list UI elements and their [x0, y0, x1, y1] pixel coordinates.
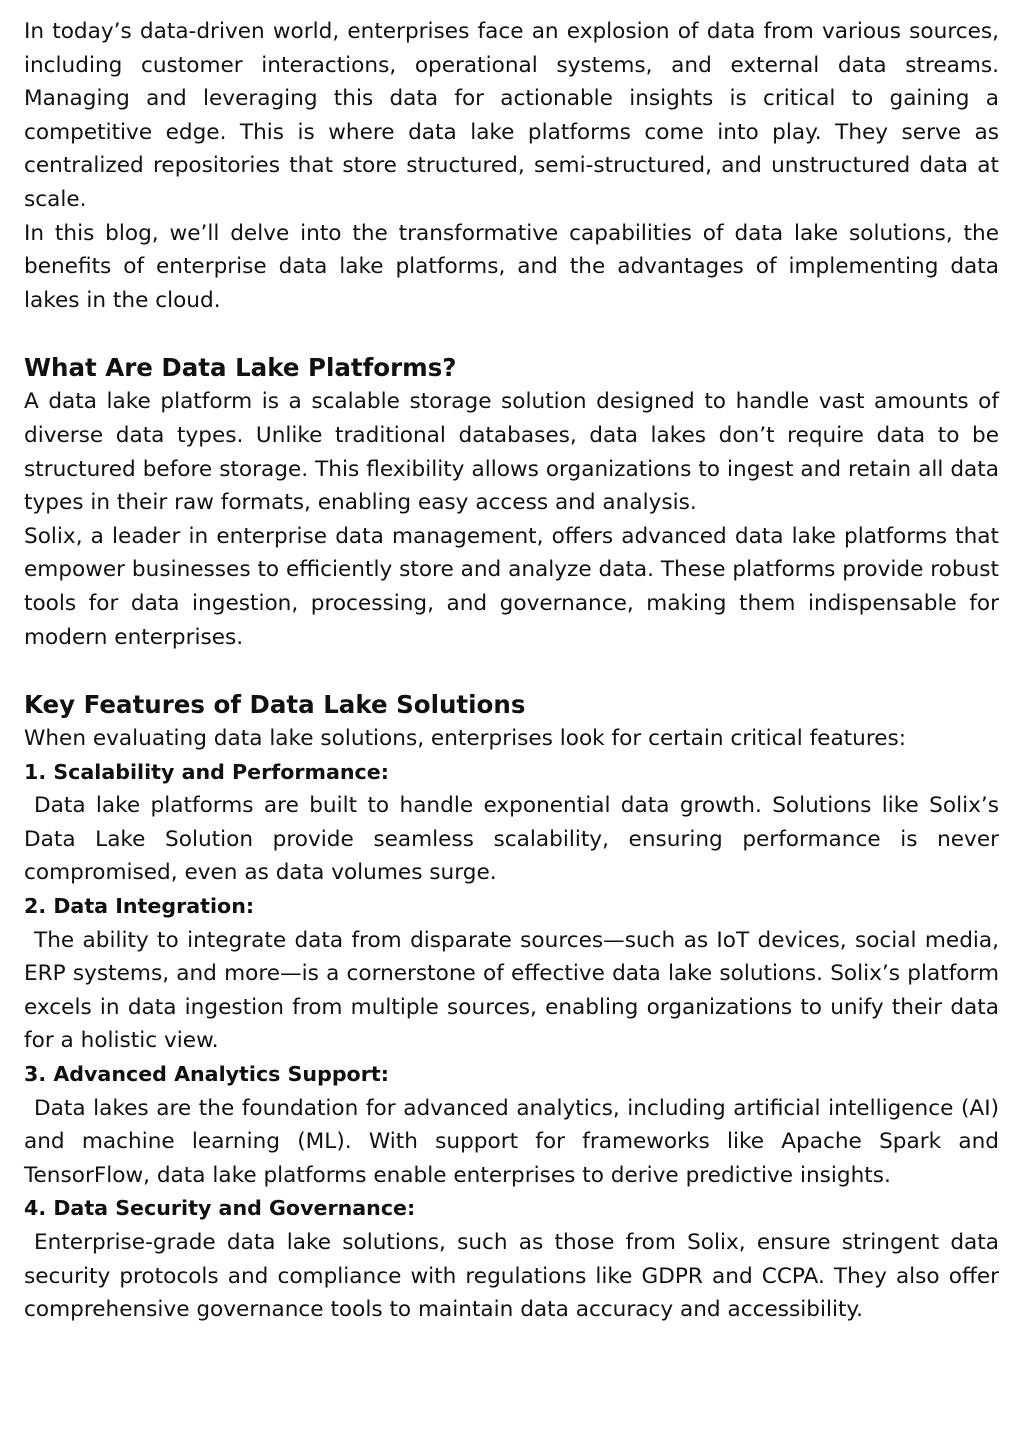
- feature-text-scalability: Data lake platforms are built to handle exponential data growth. Solutions like Solix’s Data Lake Solution provide seamless scalability, ensuring performance is never compromised, even as data volumes surge.: [24, 793, 999, 886]
- feature-title-advanced-analytics: 3. Advanced Analytics Support:: [24, 1062, 389, 1087]
- section1-paragraph-1: A data lake platform is a scalable storage solution designed to handle vast amounts of diverse data types. Unlike traditional databases, data lakes don’t require data to be structured before storage. This flexibility allows organizations to ingest and retain all data types in their raw formats, enabling easy access and analysis.: [24, 389, 999, 516]
- section-heading-what-are-data-lake-platforms: What Are Data Lake Platforms?: [24, 353, 457, 383]
- intro-paragraph-1: In today’s data-driven world, enterprises face an explosion of data from various sources, including customer interactions, operational systems, and external data streams. Managing and leveraging this data for actionable insights is critical to gaining a competitive edge. This is where data lake platforms come into play. They serve as centralized repositories that store structured, semi-structured, and unstructured data at scale.: [24, 19, 999, 212]
- section1-paragraph-2: Solix, a leader in enterprise data management, offers advanced data lake platforms that empower businesses to efficiently store and analyze data. These platforms provide robust tools for data ingestion, processing, and governance, making them indispensable for modern enterprises.: [24, 523, 999, 650]
- section-heading-key-features: Key Features of Data Lake Solutions: [24, 690, 526, 720]
- feature-text-security-governance: Enterprise-grade data lake solutions, such as those from Solix, ensure stringent data security protocols and compliance with regulations like GDPR and CCPA. They also offer comprehensive governance tools to maintain data accuracy and accessibility.: [24, 1230, 999, 1323]
- feature-title-data-integration: 2. Data Integration:: [24, 894, 255, 919]
- feature-title-scalability: 1. Scalability and Performance:: [24, 759, 389, 784]
- document-page: [24, 15, 999, 1327]
- intro-paragraph-2: In this blog, we’ll delve into the transformative capabilities of data lake solutions, the benefits of enterprise data lake platforms, and the advantages of implementing data lakes in the cloud.: [24, 220, 999, 313]
- section2-intro: When evaluating data lake solutions, enterprises look for certain critical features:: [24, 726, 907, 752]
- feature-title-security-governance: 4. Data Security and Governance:: [24, 1196, 416, 1221]
- feature-text-data-integration: The ability to integrate data from disparate sources—such as IoT devices, social media, ERP systems, and more—is a cornerstone of effective data lake solutions. Solix’s platform excels in data ingestion from multiple sources, enabling organizations to unify their data for a holistic view.: [24, 927, 999, 1054]
- feature-text-advanced-analytics: Data lakes are the foundation for advanced analytics, including artificial intelligence (AI) and machine learning (ML). With support for frameworks like Apache Spark and TensorFlow, data lake platforms enable enterprises to derive predictive insights.: [24, 1095, 999, 1188]
